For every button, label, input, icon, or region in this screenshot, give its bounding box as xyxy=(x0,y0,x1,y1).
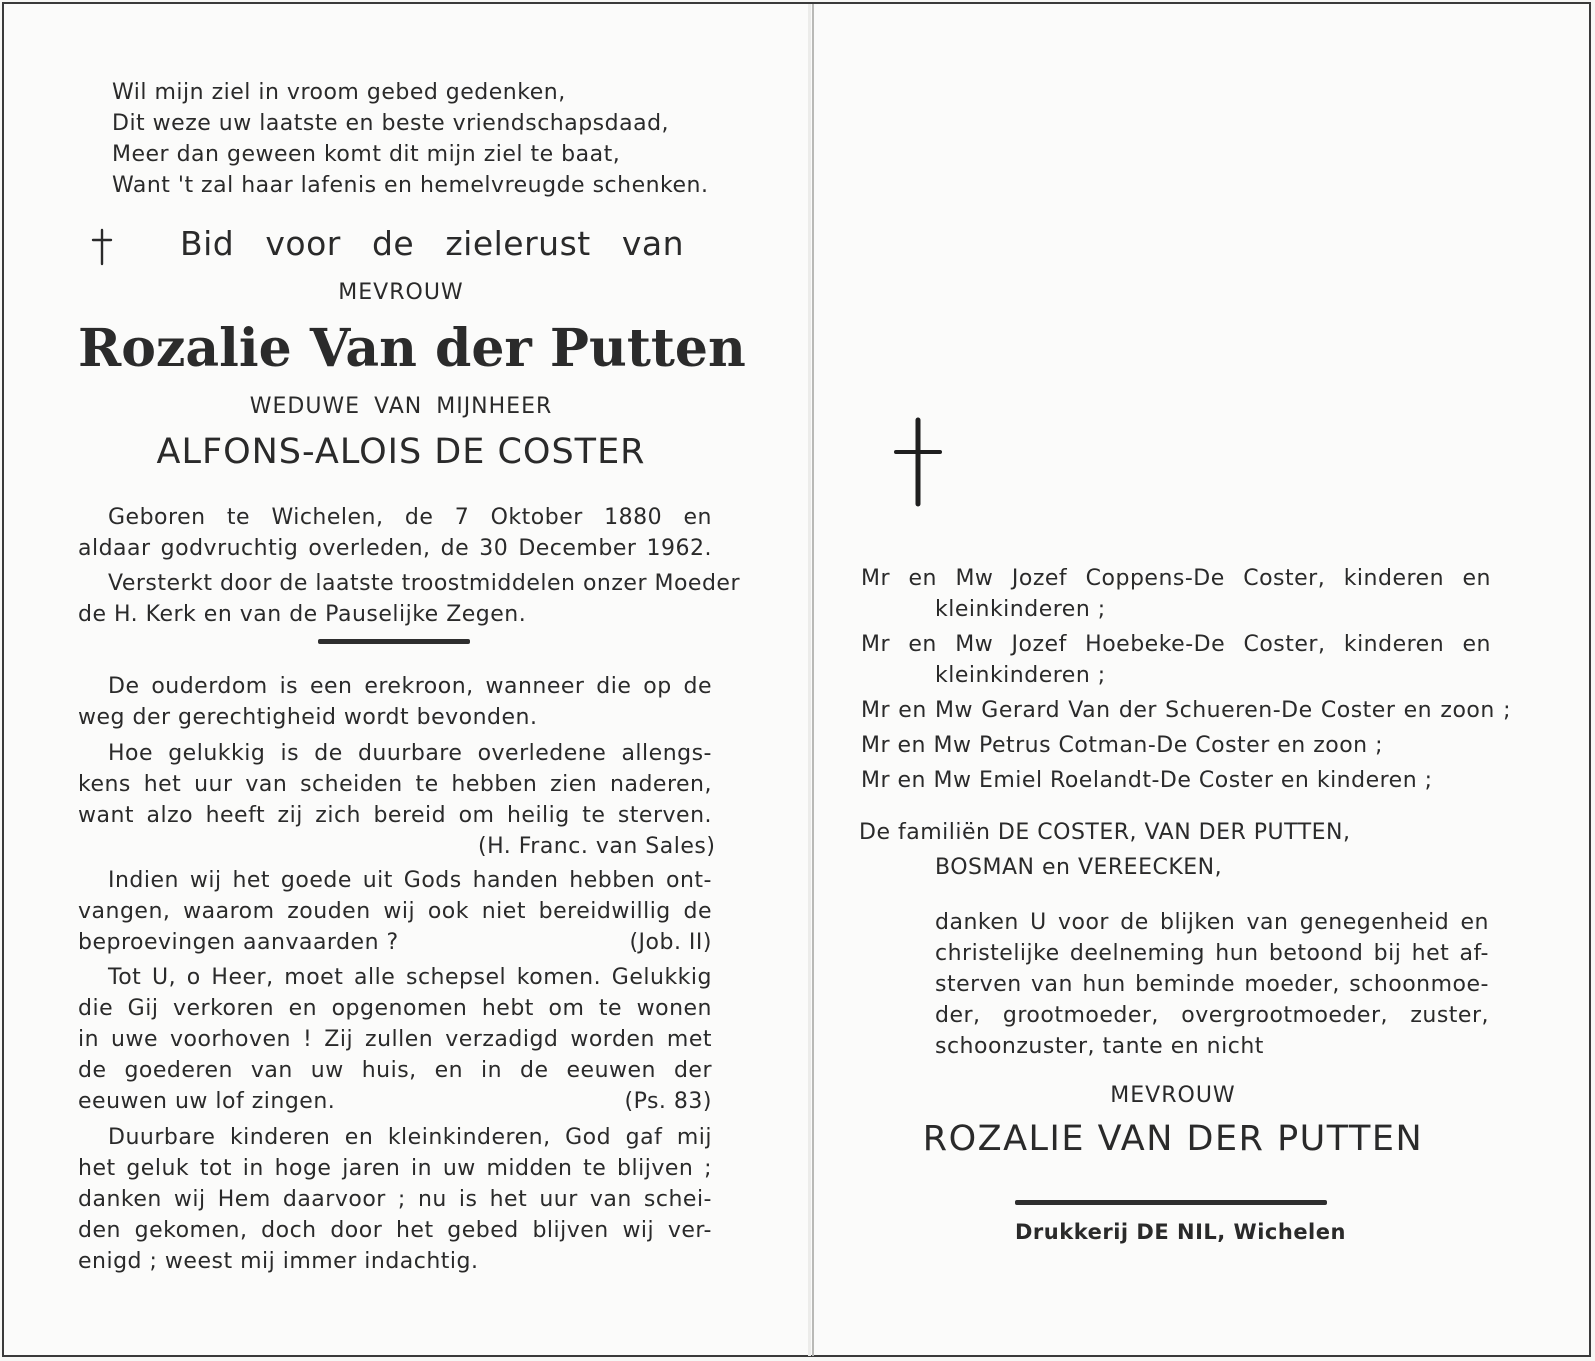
meditation-line: Indien wij het goede uit Gods handen hebben ont- xyxy=(108,868,712,893)
deceased-name: Rozalie Van der Putten xyxy=(78,318,746,379)
meditation-line: Tot U, o Heer, moet alle schepsel komen. Gelukkig xyxy=(108,965,712,990)
bio-line: de H. Kerk en van de Pauselijke Zegen. xyxy=(78,602,527,627)
meditation-line: Hoe gelukkig is de duurbare overledene allengs- xyxy=(108,741,712,766)
left-panel xyxy=(78,0,746,1361)
deceased-name-right: ROZALIE VAN DER PUTTEN xyxy=(922,1119,1424,1159)
family-line: kleinkinderen ; xyxy=(935,663,1106,688)
meditation-line: de goederen van uw huis, en in de eeuwen der xyxy=(78,1058,712,1083)
thanks-line: christelijke deelneming hun betoond bij het af- xyxy=(935,941,1489,966)
meditation-line: die Gij verkoren en opgenomen hebt om te wonen xyxy=(78,996,712,1021)
meditation-line: (Ps. 83) xyxy=(624,1089,712,1114)
fold-shadow xyxy=(808,4,811,1356)
family-line: Mr en Mw Emiel Roelandt-De Coster en kinderen ; xyxy=(861,768,1433,793)
bio-line: Versterkt door de laatste troostmiddelen onzer Moeder xyxy=(108,571,741,596)
bio-line: aldaar godvruchtig overleden, de 30 December 1962. xyxy=(78,536,712,561)
meditation-line: in uwe voorhoven ! Zij zullen verzadigd worden met xyxy=(78,1027,712,1052)
meditation-line: weg der gerechtigheid wordt bevonden. xyxy=(78,705,538,730)
meditation-line: enigd ; weest mij immer indachtig. xyxy=(78,1249,479,1274)
thanks-line: danken U voor de blijken van genegenheid en xyxy=(935,910,1489,935)
family-line: De familiën DE COSTER, VAN DER PUTTEN, xyxy=(859,820,1351,845)
meditation-line: (H. Franc. van Sales) xyxy=(478,834,716,859)
title-mevrouw: MEVROUW xyxy=(338,280,464,305)
meditation-line: want alzo heeft zij zich bereid om heilig te sterven. xyxy=(78,803,712,828)
poem-line: Wil mijn ziel in vroom gebed gedenken, xyxy=(112,80,566,105)
divider-rule xyxy=(318,639,470,644)
family-line: Mr en Mw Petrus Cotman-De Coster en zoon ; xyxy=(861,733,1384,758)
meditation-line: den gekomen, doch door het gebed blijven wij ver- xyxy=(78,1218,712,1243)
meditation-line: Duurbare kinderen en kleinkinderen, God gaf mij xyxy=(108,1125,712,1150)
bid-heading: Bid voor de zielerust van xyxy=(180,224,684,263)
meditation-line: het geluk tot in hoge jaren in uw midden te blijven ; xyxy=(78,1156,712,1181)
meditation-line: danken wij Hem daarvoor ; nu is het uur van schei- xyxy=(78,1187,712,1212)
divider-rule xyxy=(1015,1200,1327,1205)
poem-line: Meer dan geween komt dit mijn ziel te baat, xyxy=(112,142,621,167)
meditation-line: beproevingen aanvaarden ? xyxy=(78,930,399,955)
family-line: Mr en Mw Jozef Hoebeke-De Coster, kinderen en xyxy=(861,632,1491,657)
thanks-line: sterven van hun beminde moeder, schoonmoe- xyxy=(935,972,1489,997)
family-line: kleinkinderen ; xyxy=(935,597,1106,622)
printer-credit: Drukkerij DE NIL, Wichelen xyxy=(1015,1220,1346,1244)
meditation-line: eeuwen uw lof zingen. xyxy=(78,1089,336,1114)
thanks-line: der, grootmoeder, overgrootmoeder, zuster, xyxy=(935,1003,1489,1028)
meditation-line: vangen, waarom zouden wij ook niet bereidwillig de xyxy=(78,899,712,924)
title-mevrouw-right: MEVROUW xyxy=(1110,1083,1236,1108)
card-fold xyxy=(812,4,814,1356)
widow-of-label: WEDUWE VAN MIJNHEER xyxy=(249,394,553,419)
meditation-line: (Job. II) xyxy=(629,930,712,955)
meditation-line: De ouderdom is een erekroon, wanneer die op de xyxy=(108,674,712,699)
poem-line: Want 't zal haar lafenis en hemelvreugde schenken. xyxy=(112,173,709,198)
poem-line: Dit weze uw laatste en beste vriendschapsdaad, xyxy=(112,111,670,136)
thanks-line: schoonzuster, tante en nicht xyxy=(935,1034,1264,1059)
cross-icon xyxy=(893,416,943,510)
family-line: Mr en Mw Jozef Coppens-De Coster, kinderen en xyxy=(861,566,1491,591)
cross-icon xyxy=(90,228,114,266)
meditation-line: kens het uur van scheiden te hebben zien naderen, xyxy=(78,772,712,797)
family-line: BOSMAN en VEREECKEN, xyxy=(935,855,1223,880)
family-line: Mr en Mw Gerard Van der Schueren-De Coster en zoon ; xyxy=(861,698,1511,723)
right-panel xyxy=(859,0,1533,1361)
husband-name: ALFONS-ALOIS DE COSTER xyxy=(156,432,646,472)
bio-line: Geboren te Wichelen, de 7 Oktober 1880 en xyxy=(108,505,712,530)
